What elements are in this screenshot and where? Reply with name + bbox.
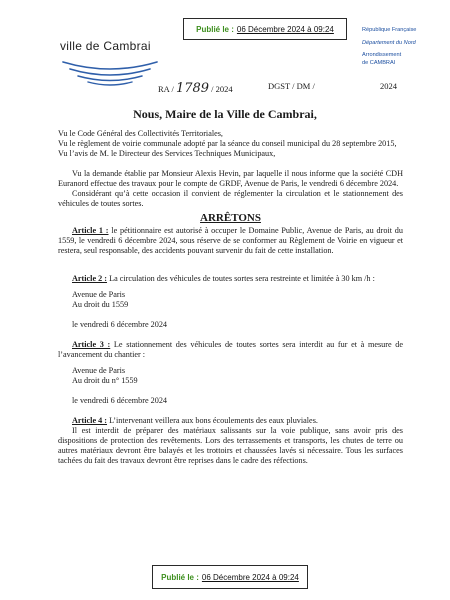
article-4-text: L’intervenant veillera aux bons écoulements des eaux pluviales.: [107, 416, 318, 425]
arretons-heading: ARRÊTONS: [200, 212, 261, 224]
dgst-reference: DGST / DM /: [268, 81, 315, 91]
decree-body: [58, 125, 403, 466]
stamp-label: Publié le :: [161, 572, 199, 582]
logo-arcs-icon: [60, 56, 160, 90]
arrondissement-value: de CAMBRAI: [362, 59, 396, 66]
article-2: [58, 274, 403, 284]
stamp-label: Publié le :: [196, 24, 234, 34]
publication-stamp-top: [183, 18, 347, 40]
visa-avis: Vu l’avis de M. le Directeur des Services Techniques Municipaux,: [58, 149, 276, 158]
article-3-street: Avenue de Paris: [72, 366, 126, 375]
article-3-text: Le stationnement des véhicules de toutes sortes sera interdit au fur et à mesure de l’avancement du chantier :: [58, 340, 403, 359]
reference-year: 2024: [380, 81, 397, 91]
logo-text: ville de Cambrai: [60, 39, 151, 53]
stamp-date-link[interactable]: 06 Décembre 2024 à 09:24: [236, 24, 334, 34]
article-2-date: le vendredi 6 décembre 2024: [72, 320, 168, 329]
article-1-text: le pétitionnaire est autorisé à occuper le Domaine Public, Avenue de Paris, au droit du 1559, le vendredi 6 décembre 2024, sous réserve de se conformer au Règlement de Voirie en vigueur et restera, seul responsable, des accidents pouvant survenir du fait de cette installation.: [58, 226, 403, 255]
administrative-header: [362, 27, 448, 67]
visa-cgct: Vu le Code Général des Collectivités Territoriales,: [58, 129, 223, 138]
ra-number: 1789: [175, 81, 210, 96]
stamp-date-link[interactable]: 06 Décembre 2024 à 09:24: [201, 572, 299, 582]
departement-text: Département du Nord: [362, 39, 416, 46]
article-2-text: La circulation des véhicules de toutes sortes sera restreinte et limitée à 30 km /h :: [107, 274, 375, 283]
city-logo: [60, 39, 160, 90]
article-1-label: Article 1 :: [72, 226, 109, 235]
republique-text: République Française: [362, 27, 417, 33]
ra-reference: [158, 81, 233, 96]
article-3-location: Au droit du n° 1559: [72, 376, 138, 385]
considerant-reglementation: Considérant qu’à cette occasion il convient de réglementer la circulation et le stationnement des véhicules de toutes sortes.: [58, 189, 403, 208]
article-3: [58, 340, 403, 360]
article-3-date: le vendredi 6 décembre 2024: [72, 396, 168, 405]
visa-reglement: Vu le règlement de voirie communale adopté par la séance du conseil municipal du 28 septembre 2015,: [58, 139, 397, 148]
article-2-label: Article 2 :: [72, 274, 108, 283]
arrondissement-label: Arrondissement: [362, 52, 402, 58]
ra-prefix: RA /: [158, 84, 174, 94]
article-1: [58, 226, 403, 256]
page-title: Nous, Maire de la Ville de Cambrai,: [133, 107, 317, 121]
article-2-location: Au droit du 1559: [72, 300, 129, 309]
article-3-label: Article 3 :: [72, 340, 111, 349]
article-4-label: Article 4 :: [72, 416, 108, 425]
article-2-street: Avenue de Paris: [72, 290, 126, 299]
considerant-demande: Vu la demande établie par Monsieur Alexis Hevin, par laquelle il nous informe que la société CDH Euranord effectue des travaux pour le compte de GRDF, Avenue de Paris, le vendredi 6 décembre 2024.: [58, 169, 403, 188]
article-4-paragraph: Il est interdit de préparer des matériaux salissants sur la voie publique, sans avoir pris des dispositions de protection des revêtements. Lors des terrassements et transports, les chutes de terre ou autres matériaux devront être balayés et les trottoirs et chaussées lavés si nécessaire. Tous les surfaces tachées du fait des travaux devront être reprises dans le cadre des réfections.: [58, 426, 403, 465]
publication-stamp-bottom: [152, 565, 308, 589]
ra-year: / 2024: [211, 84, 233, 94]
article-4: [58, 416, 403, 426]
